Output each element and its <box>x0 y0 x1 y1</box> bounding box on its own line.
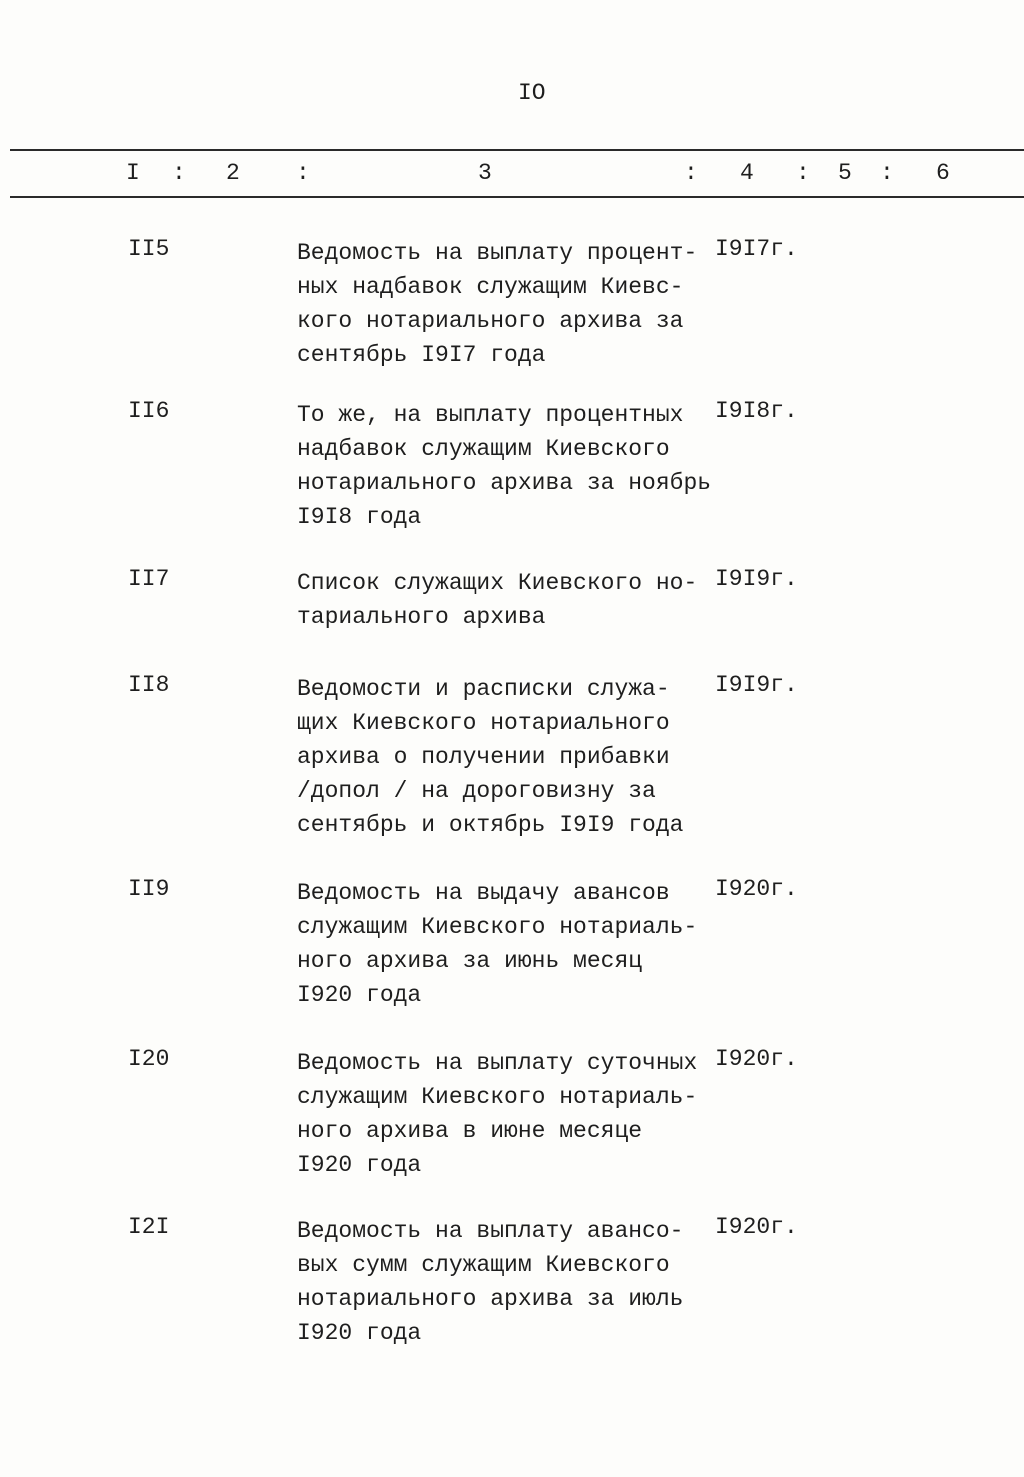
column-header-2: 2 <box>226 160 240 186</box>
entry-year: I920г. <box>715 1046 798 1072</box>
entry-title-line: Ведомости и расписки служа- <box>297 676 670 702</box>
entry-number: II6 <box>128 398 170 424</box>
entry-title-line: Ведомость на выплату процент- <box>297 240 698 266</box>
entry-title-line: I920 года <box>297 982 422 1008</box>
entry-year: I920г. <box>715 876 798 902</box>
entry-year: I9I7г. <box>715 236 798 262</box>
entry-title-line: нотариального архива за июль <box>297 1286 684 1312</box>
entry-title <box>297 1214 683 1350</box>
entry-number: II9 <box>128 876 170 902</box>
column-header-4: 4 <box>740 160 754 186</box>
entry-title <box>297 398 711 534</box>
column-separator: : <box>880 160 894 186</box>
entry-number: II7 <box>128 566 170 592</box>
page-number: IO <box>518 80 546 106</box>
entry-title-line: /допол / на дороговизну за <box>297 778 656 804</box>
entry-number: I20 <box>128 1046 170 1072</box>
entry-title-line: I920 года <box>297 1152 422 1178</box>
column-separator: : <box>796 160 810 186</box>
header-top-rule <box>10 149 1024 151</box>
entry-title-line: ных надбавок служащим Киевс- <box>297 274 684 300</box>
entry-title-line: сентябрь и октябрь I9I9 года <box>297 812 684 838</box>
entry-title <box>297 876 697 1012</box>
entry-title-line: Ведомость на выплату суточных <box>297 1050 698 1076</box>
entry-number: II5 <box>128 236 170 262</box>
entry-title <box>297 672 683 842</box>
entry-number: II8 <box>128 672 170 698</box>
entry-title-line: ного архива в июне месяце <box>297 1118 643 1144</box>
entry-title-line: служащим Киевского нотариаль- <box>297 914 698 940</box>
entry-title-line: тариального архива <box>297 604 546 630</box>
entry-year: I920г. <box>715 1214 798 1240</box>
entry-title-line: Ведомость на выплату авансо- <box>297 1218 684 1244</box>
entry-title <box>297 566 697 634</box>
header-bottom-rule <box>10 196 1024 198</box>
entry-year: I9I9г. <box>715 566 798 592</box>
entry-title-line: вых сумм служащим Киевского <box>297 1252 670 1278</box>
column-separator: : <box>684 160 698 186</box>
entry-title-line: сентябрь I9I7 года <box>297 342 546 368</box>
column-header-1: I <box>126 160 140 186</box>
entry-title-line: I9I8 года <box>297 504 422 530</box>
entry-title-line: надбавок служащим Киевского <box>297 436 670 462</box>
entry-title-line: архива о получении прибавки <box>297 744 670 770</box>
entry-title-line: кого нотариального архива за <box>297 308 684 334</box>
column-separator: : <box>296 160 310 186</box>
entry-title-line: щих Киевского нотариального <box>297 710 670 736</box>
entry-year: I9I9г. <box>715 672 798 698</box>
entry-title-line: служащим Киевского нотариаль- <box>297 1084 698 1110</box>
entry-number: I2I <box>128 1214 170 1240</box>
column-header-5: 5 <box>838 160 852 186</box>
entry-title-line: Ведомость на выдачу авансов <box>297 880 670 906</box>
entry-year: I9I8г. <box>715 398 798 424</box>
entry-title-line: ного архива за июнь месяц <box>297 948 643 974</box>
column-header-6: 6 <box>936 160 950 186</box>
entry-title <box>297 236 697 372</box>
entry-title-line: Список служащих Киевского но- <box>297 570 698 596</box>
column-separator: : <box>172 160 186 186</box>
entry-title <box>297 1046 697 1182</box>
entry-title-line: нотариального архива за ноябрь <box>297 470 712 496</box>
entry-title-line: То же, на выплату процентных <box>297 402 684 428</box>
column-header-3: 3 <box>478 160 492 186</box>
entry-title-line: I920 года <box>297 1320 422 1346</box>
